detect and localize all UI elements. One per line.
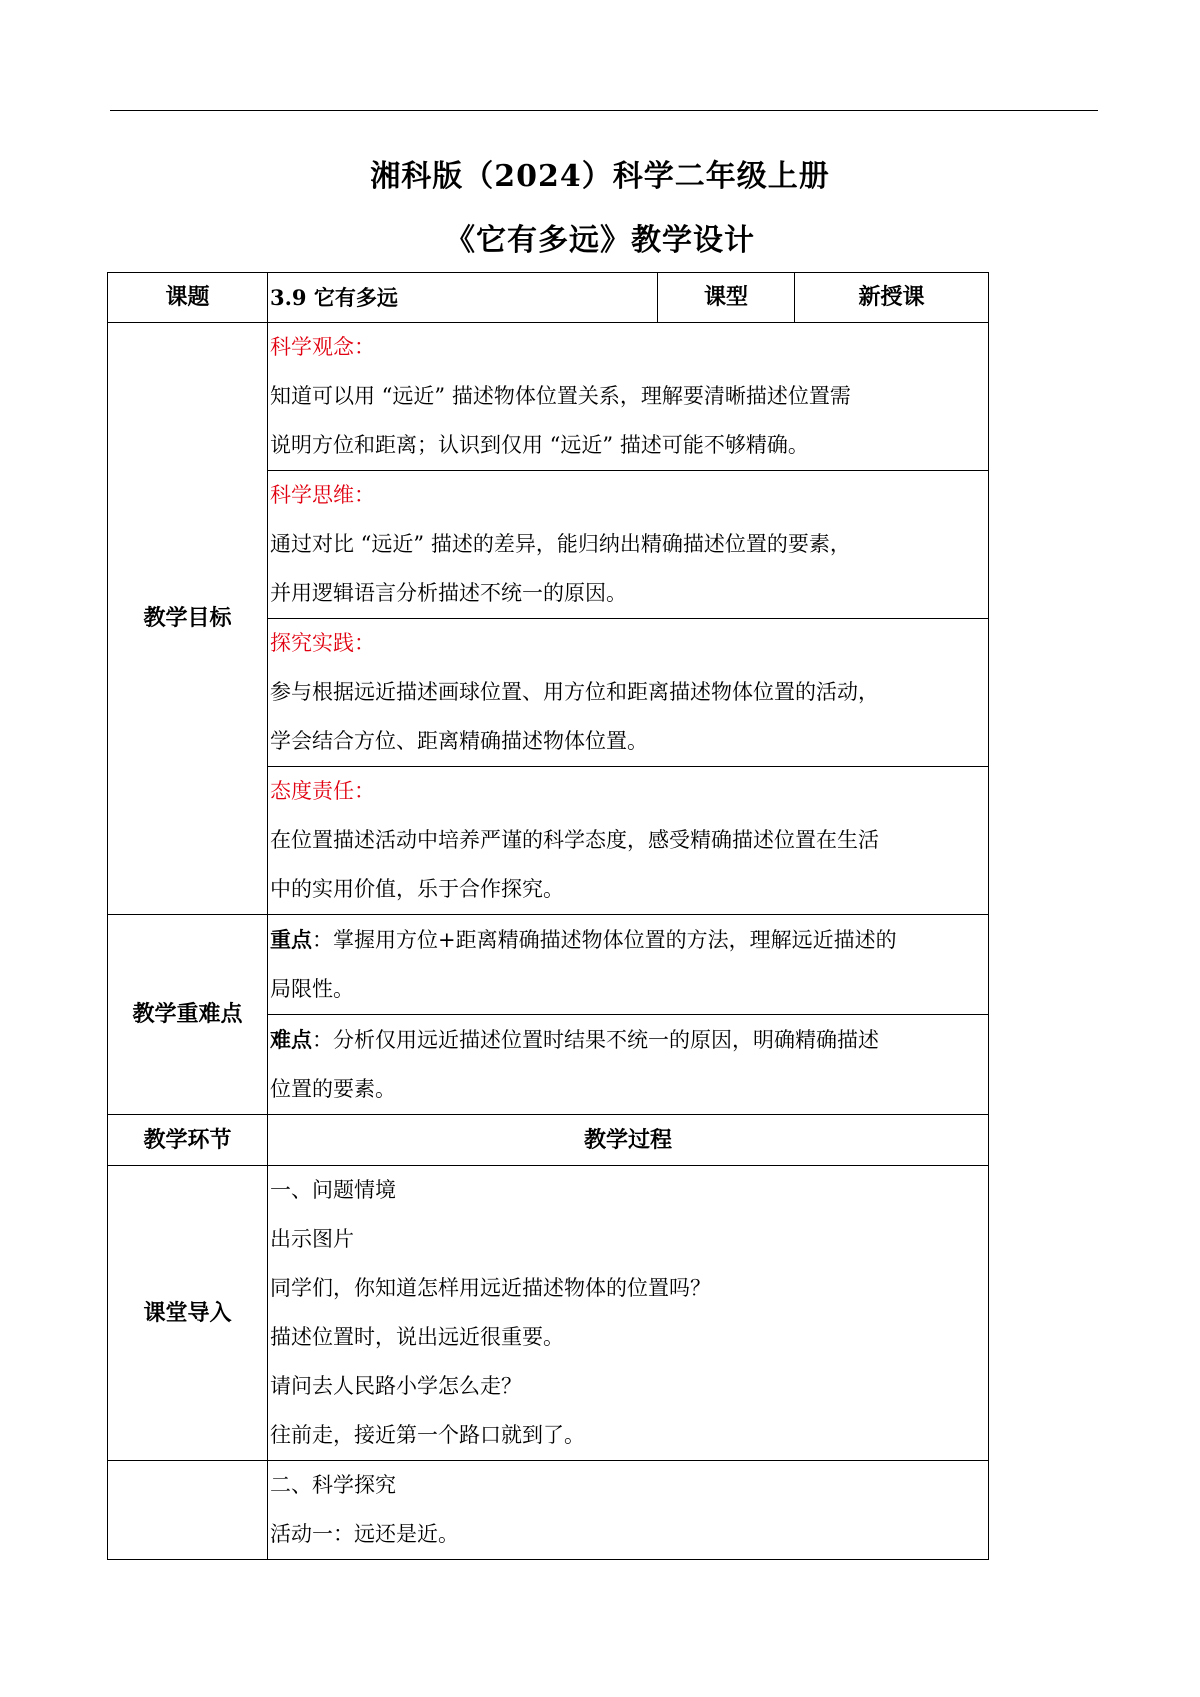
explore-label — [108, 1461, 268, 1560]
objective-practice — [268, 619, 989, 767]
intro-line: 同学们，你知道怎样用远近描述物体的位置吗？ — [270, 1276, 711, 1300]
key-point-prefix: 重点 — [270, 927, 312, 952]
objectives-label: 教学目标 — [108, 323, 268, 915]
key-point-text: ：掌握用方位+距离精确描述物体位置的方法，理解远近描述的 — [312, 928, 897, 952]
explore-line: 二、科学探究 — [270, 1473, 396, 1497]
process-header: 教学过程 — [268, 1115, 989, 1166]
row-topic — [108, 273, 989, 323]
document-subtitle: 《它有多远》教学设计 — [445, 223, 755, 258]
difficult-point — [268, 1015, 989, 1115]
objective-heading: 探究实践： — [270, 631, 375, 655]
type-value: 新授课 — [795, 273, 989, 323]
key-points-label: 教学重难点 — [108, 915, 268, 1115]
objective-text: 并用逻辑语言分析描述不统一的原因。 — [270, 581, 627, 605]
type-label: 课型 — [658, 273, 795, 323]
objective-heading: 科学观念： — [270, 335, 375, 359]
objective-text: 中的实用价值，乐于合作探究。 — [270, 877, 564, 901]
row-key-point — [108, 915, 989, 1015]
difficult-point-text: ：分析仅用远近描述位置时结果不统一的原因，明确精确描述 — [312, 1028, 879, 1052]
lesson-plan-table — [107, 272, 989, 1560]
intro-label: 课堂导入 — [108, 1166, 268, 1461]
objective-concept — [268, 323, 989, 471]
objective-text: 说明方位和距离；认识到仅用 “远近” 描述可能不够精确。 — [270, 433, 809, 457]
row-process-header — [108, 1115, 989, 1166]
explore-content — [268, 1461, 989, 1560]
topic-label: 课题 — [108, 273, 268, 323]
difficult-point-prefix: 难点 — [270, 1027, 312, 1052]
intro-line: 请问去人民路小学怎么走？ — [270, 1374, 522, 1398]
objective-attitude — [268, 767, 989, 915]
objective-text: 学会结合方位、距离精确描述物体位置。 — [270, 729, 648, 753]
objective-heading: 态度责任： — [270, 779, 375, 803]
stage-header: 教学环节 — [108, 1115, 268, 1166]
objective-text: 通过对比 “远近” 描述的差异，能归纳出精确描述位置的要素， — [270, 532, 851, 556]
intro-line: 往前走，接近第一个路口就到了。 — [270, 1423, 585, 1447]
intro-line: 描述位置时，说出远近很重要。 — [270, 1325, 564, 1349]
objective-text: 参与根据远近描述画球位置、用方位和距离描述物体位置的活动， — [270, 680, 879, 704]
intro-line: 出示图片 — [270, 1227, 354, 1251]
row-objective-1 — [108, 323, 989, 471]
objective-text: 知道可以用 “远近” 描述物体位置关系，理解要清晰描述位置需 — [270, 384, 851, 408]
difficult-point-text: 位置的要素。 — [270, 1077, 396, 1101]
row-explore — [108, 1461, 989, 1560]
objective-heading: 科学思维： — [270, 483, 375, 507]
key-point — [268, 915, 989, 1015]
header-rule — [110, 110, 1098, 111]
explore-line: 活动一：远还是近。 — [270, 1522, 459, 1546]
topic-value: 3.9 它有多远 — [268, 273, 658, 323]
objective-text: 在位置描述活动中培养严谨的科学态度，感受精确描述位置在生活 — [270, 828, 879, 852]
objective-thinking — [268, 471, 989, 619]
intro-line: 一、问题情境 — [270, 1178, 396, 1202]
document-title: 湘科版（2024）科学二年级上册 — [370, 159, 830, 194]
key-point-text: 局限性。 — [270, 977, 354, 1001]
row-intro — [108, 1166, 989, 1461]
intro-content — [268, 1166, 989, 1461]
